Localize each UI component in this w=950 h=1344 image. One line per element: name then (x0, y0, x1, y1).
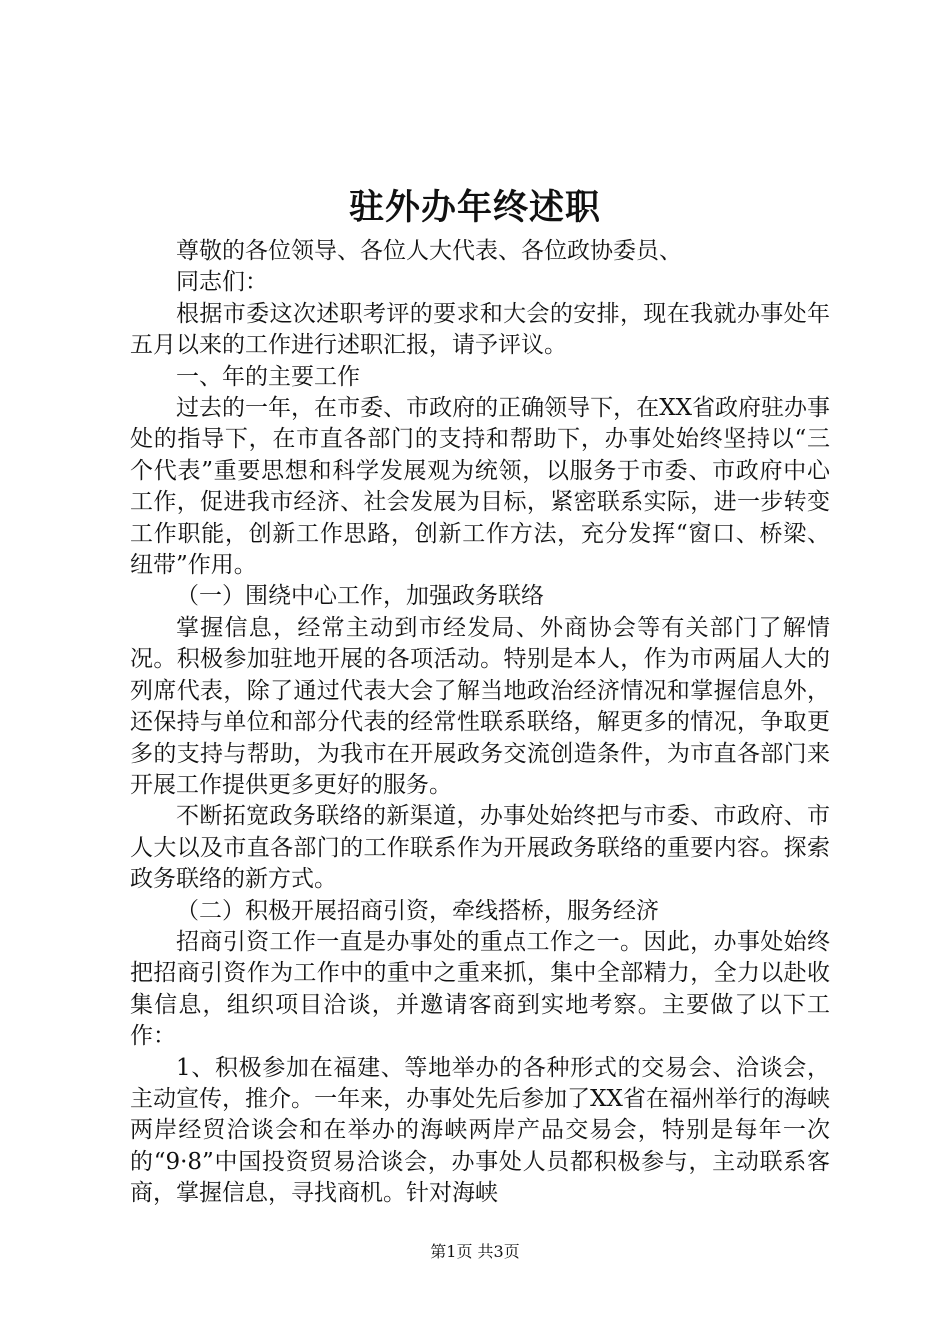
subsection-heading-1: （一）围绕中心工作，加强政务联络 (176, 583, 544, 610)
intro-paragraph: 根据市委这次述职考评的要求和大会的安排，现在我就办事处年五月以来的工作进行述职汇报，请予评议。 (130, 300, 830, 359)
information-paragraph: 掌握信息，经常主动到市经发局、外商协会等有关部门了解情况。积极参加驻地开展的各项活动。特别是本人，作为市两届人大的列席代表，除了通过代表大会了解当地政治经济情况和掌握信息外，还保持与单位和部分代表的经常性联系联络，解更多的情况，争取更多的支持与帮助，为我市在开展政务交流创造条件，为市直各部门来开展工作提供更多更好的服务。 (130, 614, 830, 798)
subsection-heading-2: （二）积极开展招商引资，牵线搭桥，服务经济 (176, 897, 659, 924)
salutation-line-1: 尊敬的各位领导、各位人大代表、各位政协委员、 (176, 238, 682, 264)
section-heading-main-work: 一、年的主要工作 (176, 363, 360, 390)
investment-paragraph: 招商引资工作一直是办事处的重点工作之一。因此，办事处始终把招商引资作为工作中的重中之重来抓，集中全部精力，全力以赴收集信息，组织项目洽谈，并邀请客商到实地考察。主要做了以下工作： (130, 928, 830, 1050)
document-body (130, 236, 830, 1210)
page-footer: 第1页 共3页 (430, 1242, 520, 1261)
overview-paragraph: 过去的一年，在市委、市政府的正确领导下，在XX省政府驻办事处的指导下，在市直各部门的支持和帮助下，办事处始终坚持以“三个代表”重要思想和科学发展观为统领，以服务于市委、市政府中心工作，促进我市经济、社会发展为目标，紧密联系实际，进一步转变工作职能，创新工作思路，创新工作方法，充分发挥“窗口、桥梁、纽带”作用。 (130, 395, 830, 579)
fair-paragraph: 1、积极参加在福建、等地举办的各种形式的交易会、洽谈会，主动宣传，推介。一年来，办事处先后参加了XX省在福州举行的海峡两岸经贸洽谈会和在举办的海峡两岸产品交易会，特别是每年一次的“9·8”中国投资贸易洽谈会，办事处人员都积极参与，主动联系客商，掌握信息，寻找商机。针对海峡 (130, 1054, 830, 1207)
salutation-line-2: 同志们： (176, 269, 268, 296)
document-title: 驻外办年终述职 (348, 187, 601, 228)
channel-paragraph: 不断拓宽政务联络的新渠道，办事处始终把与市委、市政府、市人大以及市直各部门的工作联系作为开展政务联络的重要内容。探索政务联络的新方式。 (130, 803, 830, 893)
